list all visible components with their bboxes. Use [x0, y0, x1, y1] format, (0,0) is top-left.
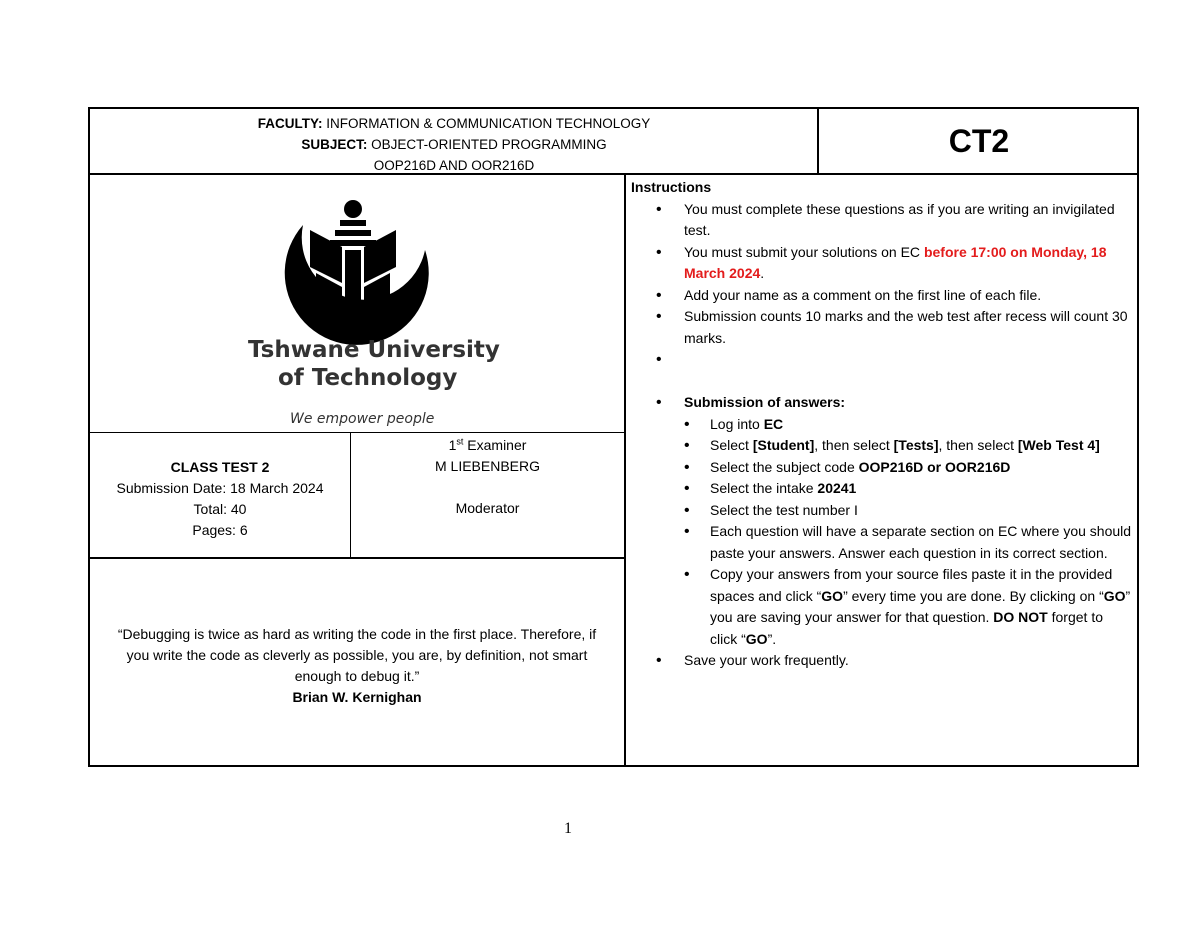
step-text: , then select: [938, 437, 1018, 453]
cover-table: [88, 107, 1139, 767]
first-examiner-text: Examiner: [463, 437, 527, 453]
quote-text: “Debugging is twice as hard as writing the code in the first place. Therefore, if you write the code as cleverly as possible, you are, by definition, not smart enough to debug it.”: [117, 626, 597, 684]
submission-steps: [684, 414, 1133, 651]
first-examiner-num: 1: [448, 437, 457, 453]
list-item: [631, 521, 1133, 564]
list-item: [631, 414, 1133, 436]
emblem-icon: [310, 200, 396, 310]
list-item: [631, 564, 1133, 650]
instruction-text: Save your work frequently.: [684, 652, 849, 668]
list-item: [631, 435, 1133, 457]
first-examiner-name: M LIEBENBERG: [434, 458, 541, 474]
step-text: ” you are saving your answer for that question.: [710, 587, 1131, 625]
step-text: forget to click “: [710, 609, 1103, 647]
faculty-label: FACULTY:: [257, 116, 323, 131]
step-bold: GO: [1103, 587, 1126, 604]
list-item: [631, 392, 1133, 650]
page-count: Pages: 6: [192, 522, 248, 538]
quote-cell: [90, 559, 624, 765]
subject-value: OBJECT-ORIENTED PROGRAMMING: [367, 137, 607, 152]
step-text: ”.: [767, 630, 777, 647]
list-item: [631, 478, 1133, 500]
subject-line: [90, 134, 818, 155]
faculty-value: INFORMATION & COMMUNICATION TECHNOLOGY: [322, 116, 651, 131]
list-item: [631, 306, 1133, 349]
spacer: [351, 477, 624, 498]
step-text: Select the subject code: [710, 458, 859, 475]
step-bold: [Web Test 4]: [1017, 437, 1100, 453]
moderator-label: Moderator: [455, 500, 520, 516]
list-item: [631, 650, 1133, 672]
step-text: Select the intake: [710, 480, 818, 496]
submission-title: Submission of answers:: [684, 394, 846, 410]
step-bold: 20241: [817, 480, 857, 496]
logo-cell: [90, 175, 624, 432]
list-item: [631, 500, 1133, 522]
step-bold: [Student]: [752, 437, 815, 453]
list-item: [631, 199, 1133, 242]
quote-author: Brian W. Kernighan: [292, 689, 422, 705]
step-text: Log into: [710, 415, 764, 432]
step-text: , then select: [814, 437, 894, 453]
step-bold: OOP216D or OOR216D: [858, 458, 1011, 475]
list-item: [631, 285, 1133, 307]
page-number: 1: [564, 820, 572, 837]
step-text: Copy your answers from your source files paste it in the provided spaces and click “: [710, 566, 1113, 604]
instruction-text: Add your name as a comment on the first line of each file.: [684, 286, 1042, 303]
step-text: Select the test number I: [710, 501, 858, 518]
list-item: [631, 457, 1133, 479]
instruction-text: You must complete these questions as if you are writing an invigilated test.: [684, 200, 1115, 238]
step-bold: EC: [763, 415, 784, 432]
step-bold: GO: [745, 630, 768, 647]
deadline-text: before 17:00 on Monday, 18 March 2024: [684, 243, 1107, 281]
instructions: [626, 175, 1139, 765]
subject-label: SUBJECT:: [301, 137, 368, 152]
step-text: Select: [710, 437, 753, 453]
instructions-list: [631, 199, 1133, 672]
university-name-line1: Tshwane University: [248, 337, 500, 363]
examiner-info: [351, 433, 624, 557]
step-text: ” every time you are done. By clicking on “: [843, 587, 1104, 604]
class-info: [90, 433, 350, 557]
university-tagline: We empower people: [290, 411, 435, 427]
instructions-title: Instructions: [631, 179, 712, 195]
subject-codes: OOP216D AND OOR216D: [373, 158, 535, 173]
university-name-line2: of Technology: [278, 365, 458, 391]
faculty-line: [90, 113, 818, 134]
submission-date: Submission Date: 18 March 2024: [116, 480, 324, 496]
test-code: CT2: [948, 122, 1010, 159]
class-test-title: CLASS TEST 2: [170, 459, 270, 475]
list-gap: [631, 349, 1133, 392]
total-marks: Total: 40: [193, 501, 247, 517]
step-bold: [Tests]: [893, 437, 939, 453]
course-header: [90, 109, 818, 173]
step-bold: GO: [821, 587, 844, 604]
instruction-text: You must submit your solutions on EC: [684, 243, 924, 260]
step-text: Each question will have a separate section on EC where you should paste your answers. Answer each question in its correct section.: [710, 523, 1132, 561]
instruction-text: Submission counts 10 marks and the web test after recess will count 30 marks.: [684, 308, 1128, 346]
list-item: [631, 242, 1133, 285]
first-examiner-label: [351, 435, 624, 456]
step-bold: DO NOT: [993, 609, 1048, 625]
university-logo: [90, 175, 624, 432]
first-examiner-sup: st: [456, 436, 464, 447]
instruction-text: .: [760, 265, 765, 281]
